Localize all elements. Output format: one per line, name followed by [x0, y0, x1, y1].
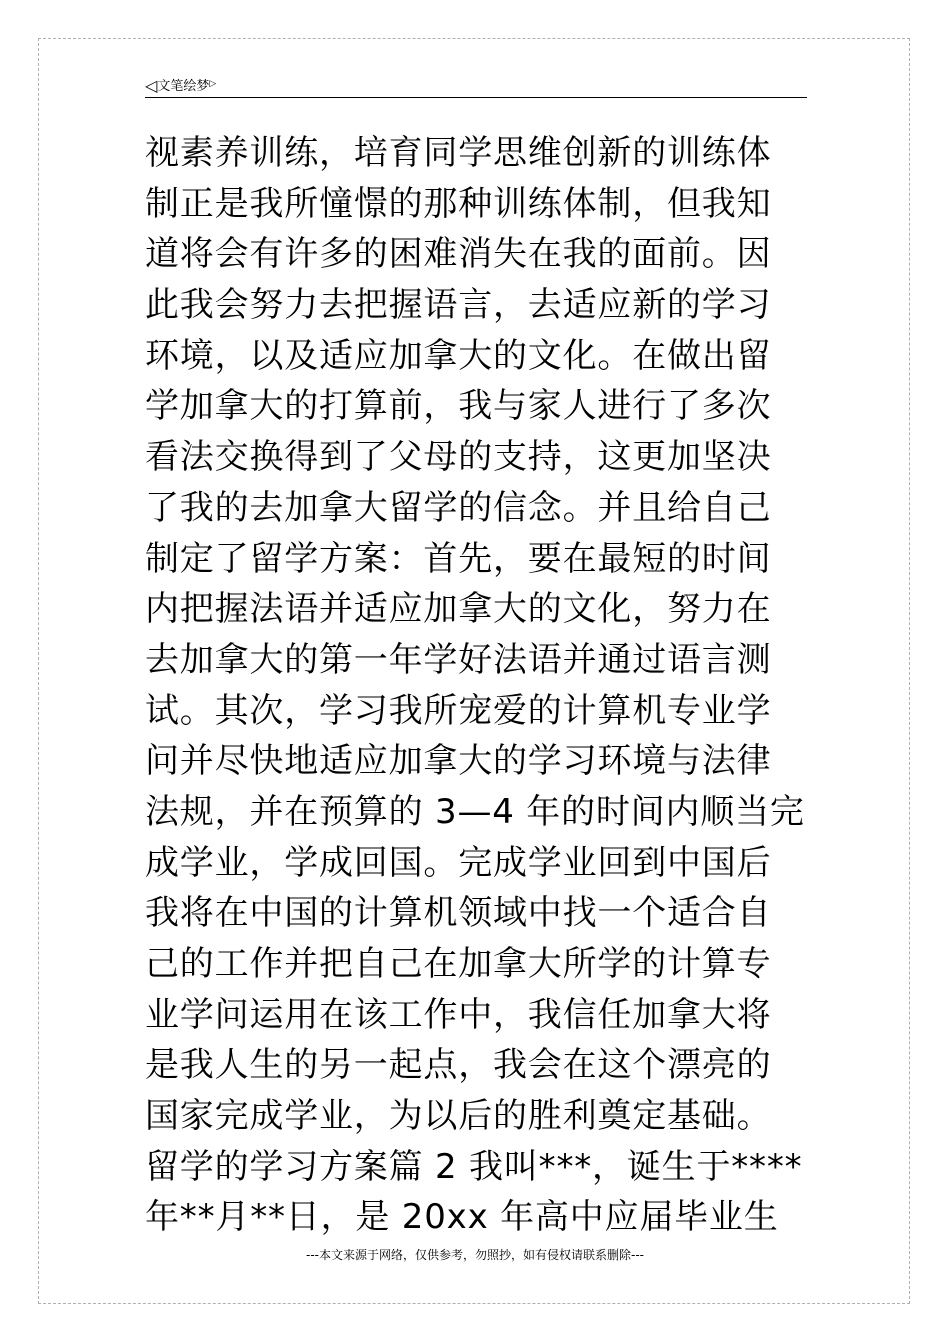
- body-line: 视素养训练，培育同学思维创新的训练体: [145, 133, 772, 173]
- body-line: 看法交换得到了父母的支持，这更加坚决: [145, 437, 772, 478]
- body-line: 是我人生的另一起点，我会在这个漂亮的: [145, 1045, 772, 1086]
- body-line: 我将在中国的计算机领域中找一个适合自: [145, 893, 772, 934]
- body-line: 学加拿大的打算前，我与家人进行了多次: [145, 386, 772, 427]
- body-line: 留学的学习方案篇 2 我叫***，诞生于****: [145, 1146, 803, 1187]
- body-line: 成学业，学成回国。完成学业回到中国后: [145, 842, 772, 883]
- body-line: 制定了留学方案：首先，要在最短的时间: [145, 538, 772, 579]
- body-line: 此我会努力去把握语言，去适应新的学习: [145, 285, 772, 326]
- body-line: 法规，并在预算的 3—4 年的时间内顺当完: [145, 791, 805, 832]
- body-line: 道将会有许多的困难消失在我的面前。因: [145, 234, 772, 275]
- right-triangle-icon: ▷: [209, 79, 217, 89]
- page-header: [145, 74, 807, 98]
- body-line: 己的工作并把自己在加拿大所学的计算专: [145, 944, 772, 984]
- header-title: 文笔绘梦: [157, 79, 210, 94]
- body-text: [145, 128, 807, 1243]
- body-line: 试。其次，学习我所宠爱的计算机专业学: [145, 690, 772, 731]
- body-line: 国家完成学业，为以后的胜利奠定基础。: [145, 1096, 772, 1137]
- left-triangle-icon: ◁: [145, 76, 158, 95]
- body-line: 内把握法语并适应加拿大的文化，努力在: [145, 589, 772, 630]
- body-line: 了我的去加拿大留学的信念。并且给自己: [145, 487, 772, 528]
- page-footer: ---本文来源于网络，仅供参考，勿照抄，如有侵权请联系删除---: [306, 1248, 644, 1262]
- body-line: 环境，以及适应加拿大的文化。在做出留: [145, 335, 772, 376]
- body-line: 问并尽快地适应加拿大的学习环境与法律: [145, 741, 772, 782]
- body-line: 制正是我所憧憬的那种训练体制，但我知: [145, 183, 772, 224]
- body-line: 去加拿大的第一年学好法语并通过语言测: [145, 639, 772, 680]
- body-line: 业学问运用在该工作中，我信任加拿大将: [145, 994, 772, 1035]
- body-line: 年**月**日，是 20xx 年高中应届毕业生: [145, 1197, 779, 1238]
